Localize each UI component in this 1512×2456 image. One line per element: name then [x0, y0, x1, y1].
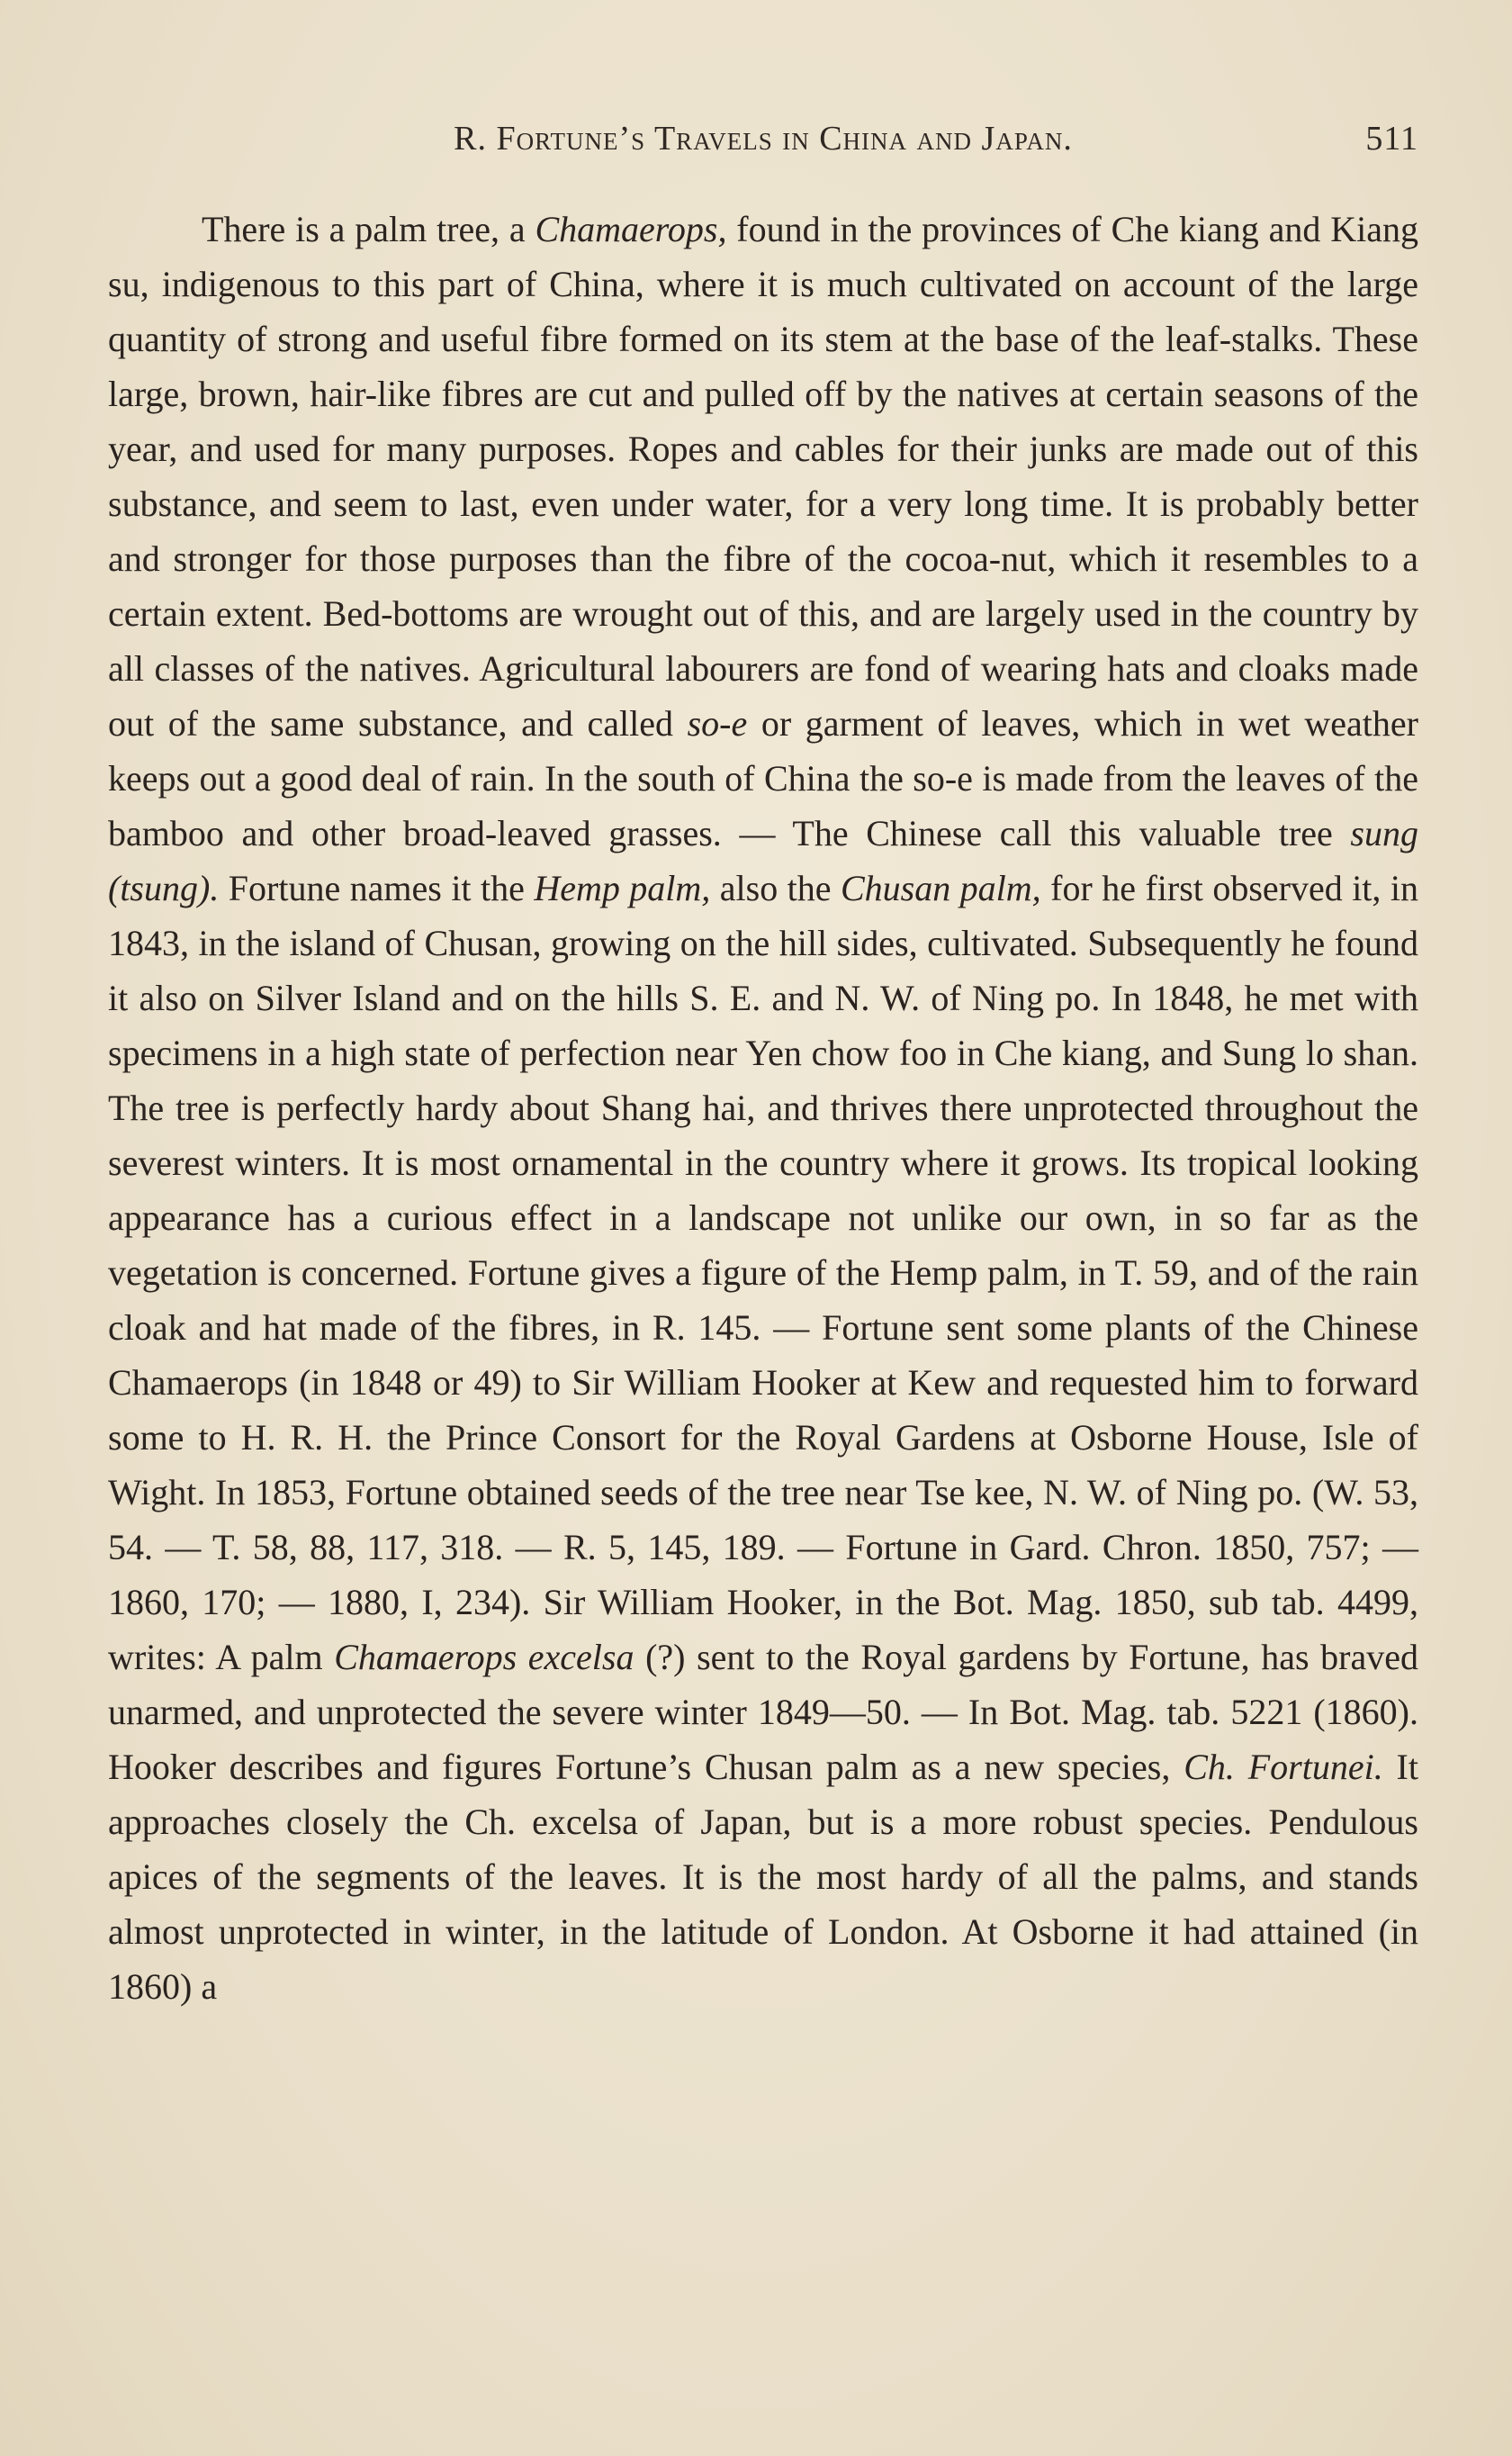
text-run: (?) sent to the Royal gardens by Fortune, has braved unarmed, and unprotected the severe winter 1849—50. — In Bot. Mag. tab. 5221 (1860). Hooker describes and figures Fortune’s Chusan palm as a new species, — [108, 1637, 1418, 1787]
italic-term: so-e — [687, 703, 748, 744]
italic-term: Chamaerops excelsa — [334, 1637, 634, 1677]
text-run: or garment of leaves, which in wet weather keeps out a good deal of rain. In the south of China the so-e is made from the leaves of the bamboo and other broad-leaved grasses. — The Chinese call this valuable tree — [108, 703, 1418, 853]
paragraph — [108, 202, 1418, 2014]
italic-term: Chamaerops, — [535, 209, 727, 249]
italic-term: Ch. Fortunei. — [1184, 1747, 1383, 1787]
text-run: for he first observed it, in 1843, in the island of Chusan, growing on the hill sides, cultivated. Subsequently he found it also on Silver Island and on the hills S. E. and N. W. of Ning po. In 1848, he met with specimens in a high state of perfection near Yen chow foo in Che kiang, and Sung lo shan. The tree is perfectly hardy about Shang hai, and thrives there unprotected throughout the severest winters. It is most ornamental in the country where it grows. Its tropical looking appearance has a curious effect in a landscape not unlike our own, in so far as the vegetation is concerned. Fortune gives a figure of the Hemp palm, in T. 59, and of the rain cloak and hat made of the fibres, in R. 145. — Fortune sent some plants of the Chinese Chamaerops (in 1848 or 49) to Sir William Hooker at Kew and requested him to forward some to H. R. H. the Prince Consort for the Royal Gardens at Osborne House, Isle of Wight. In 1853, Fortune obtained seeds of the tree near Tse kee, N. W. of Ning po. (W. 53, 54. — T. 58, 88, 117, 318. — R. 5, 145, 189. — Fortune in Gard. Chron. 1850, 757; — 1860, 170; — 1880, I, 234). Sir William Hooker, in the Bot. Mag. 1850, sub tab. 4499, writes: A palm — [108, 868, 1418, 1677]
text-run: There is a palm tree, a — [202, 209, 536, 249]
page-number: 511 — [1365, 120, 1418, 158]
page-header — [108, 108, 1418, 171]
body-text — [108, 202, 1418, 2014]
italic-term: sung (tsung). — [108, 813, 1418, 908]
italic-term: Chusan palm, — [840, 868, 1041, 908]
text-run: found in the provinces of Che kiang and Kiang su, indigenous to this part of China, where it is much cultivated on account of the large quantity of strong and useful fibre formed on its stem at the base of the leaf-stalks. These large, brown, hair-like fibres are cut and pulled off by the natives at certain seasons of the year, and used for many purposes. Ropes and cables for their junks are made out of this substance, and seem to last, even under water, for a very long time. It is probably better and stronger for those purposes than the fibre of the cocoa-nut, which it resembles to a certain extent. Bed-bottoms are wrought out of this, and are largely used in the country by all classes of the natives. Agricultural labourers are fond of wearing hats and cloaks made out of the same substance, and called — [108, 209, 1419, 744]
book-page — [108, 108, 1418, 2413]
text-run: Fortune names it the — [219, 868, 535, 908]
text-run: It approaches closely the Ch. excelsa of Japan, but is a more robust species. Pendulous apices of the segments of the leaves. It is the most hardy of all the palms, and stands almost unprotected in winter, in the latitude of London. At Osborne it had attained (in 1860) a — [108, 1747, 1418, 2007]
running-title: R. Fortune’s Travels in China and Japan. — [454, 120, 1073, 158]
italic-term: Hemp palm, — [534, 868, 711, 908]
text-run: also the — [710, 868, 841, 908]
